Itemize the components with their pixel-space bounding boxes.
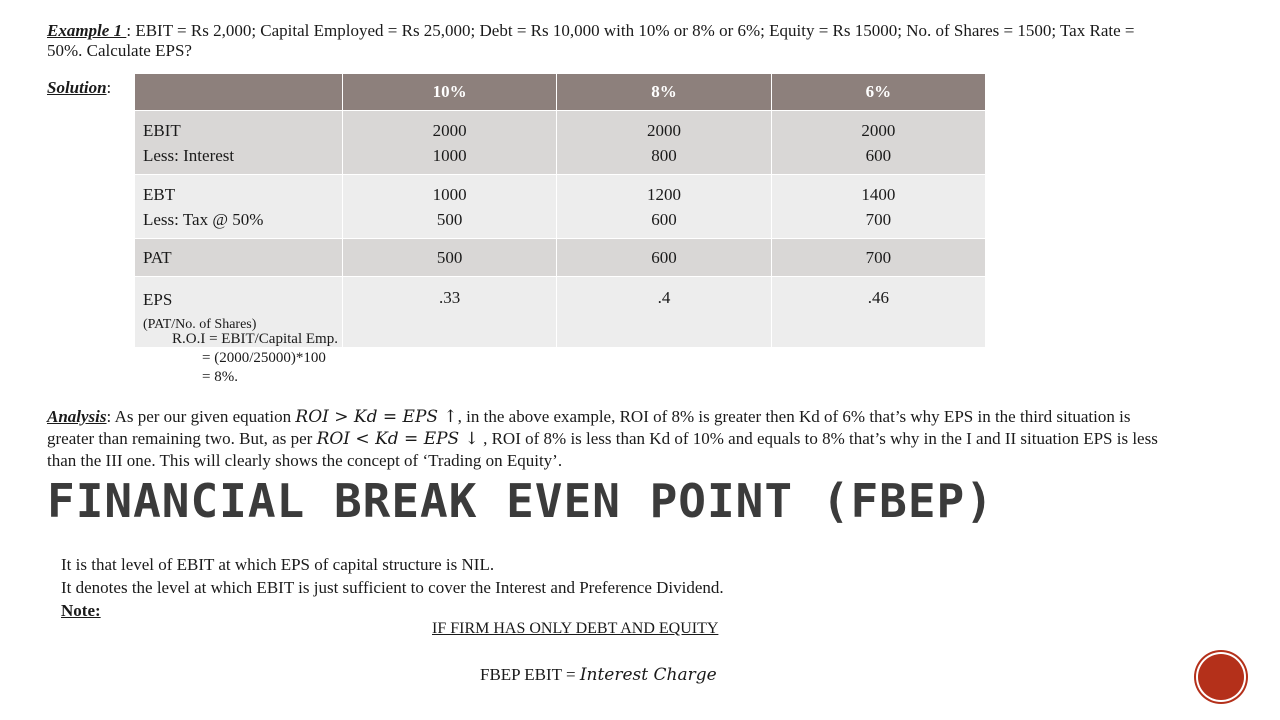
cell-value: 700	[865, 209, 892, 229]
table-cell: .4	[557, 277, 771, 348]
formula-rhs: Interest Charge	[579, 665, 717, 685]
definition-text	[61, 553, 724, 622]
table-row	[135, 175, 986, 239]
formula-lhs: FBEP EBIT =	[480, 665, 580, 684]
analysis-text: : As per our given equation	[106, 407, 296, 426]
cell-value: 1200	[646, 184, 681, 204]
roi-calculation	[172, 330, 338, 387]
table-cell: .46	[771, 277, 985, 348]
cell-value: 1400	[861, 184, 896, 204]
row-label-line: EPS	[143, 290, 173, 309]
definition-line: It is that level of EBIT at which EPS of capital structure is NIL.	[61, 555, 495, 574]
cell-value: 1000	[432, 184, 467, 204]
cell-value: 2000	[432, 120, 467, 140]
fbep-formula	[480, 665, 717, 685]
note-label: Note:	[61, 601, 101, 620]
table-header-row	[135, 74, 986, 111]
cell-value: 2000	[646, 120, 681, 140]
section-heading: FINANCIAL BREAK EVEN POINT (FBEP)	[47, 474, 994, 528]
roi-line: R.O.I = EBIT/Capital Emp.	[172, 331, 338, 347]
table-cell: 700	[771, 239, 985, 277]
equation: ROI < Kd = EPS ↓	[316, 429, 479, 449]
cell-value: 600	[651, 209, 677, 229]
equation: ROI > Kd = EPS ↑	[295, 407, 458, 427]
table-cell	[557, 175, 771, 239]
analysis-label: Analysis	[47, 407, 107, 426]
header-cell-8: 8%	[557, 74, 771, 111]
definition-line: It denotes the level at which EBIT is just sufficient to cover the Interest and Preference Dividend.	[61, 578, 724, 597]
table-cell: 500	[343, 239, 557, 277]
row-label-line: (PAT/No. of Shares)	[143, 317, 257, 332]
row-label-line: EBT	[143, 184, 176, 204]
cell-value: 800	[651, 145, 677, 165]
header-cell-6: 6%	[771, 74, 985, 111]
row-label-line: Less: Interest	[143, 145, 235, 165]
row-label	[135, 175, 343, 239]
solution-label: Solution:	[47, 78, 112, 97]
cell-value: 600	[865, 145, 892, 165]
table-cell	[343, 111, 557, 175]
row-label: PAT	[135, 239, 343, 277]
analysis-text: , ROI of 8% is less than Kd of 10% and equals to 8% that’s why in the I and II situation EPS is less than the III one. This will clearly shows the concept of ‘Trading on Equity’.	[47, 429, 1158, 470]
circle-nav-button[interactable]	[1198, 654, 1244, 700]
example-statement	[47, 21, 1167, 61]
condition-heading: IF FIRM HAS ONLY DEBT AND EQUITY	[432, 620, 719, 637]
analysis-text: , in the above example, ROI of 8% is greater then Kd of 6% that’s why EPS in the third situation is greater than remaining two. But, as per	[47, 407, 1131, 448]
table-cell	[343, 175, 557, 239]
header-cell-empty	[135, 74, 343, 111]
row-label	[135, 111, 343, 175]
solution-label-text: Solution	[47, 78, 107, 97]
cell-value: 1000	[432, 145, 467, 165]
eps-table	[134, 73, 986, 348]
row-label-line: EBIT	[143, 120, 181, 140]
cell-value: 2000	[861, 120, 896, 140]
table-cell	[557, 111, 771, 175]
cell-value: 500	[436, 209, 463, 229]
table-cell	[771, 111, 985, 175]
table-row	[135, 111, 986, 175]
table-row	[135, 239, 986, 277]
example-text: : EBIT = Rs 2,000; Capital Employed = Rs 25,000; Debt = Rs 10,000 with 10% or 8% or 6%; Equity = Rs 15000; No. of Shares = 1500; Tax Rate = 50%. Calculate EPS?	[47, 21, 1135, 60]
row-label-line: Less: Tax @ 50%	[143, 209, 264, 229]
table-cell	[771, 175, 985, 239]
analysis-paragraph	[47, 406, 1177, 471]
roi-line: = 8%.	[172, 369, 238, 385]
table-cell: 600	[557, 239, 771, 277]
example-label: Example 1	[47, 21, 127, 40]
table-cell: .33	[343, 277, 557, 348]
roi-line: = (2000/25000)*100	[172, 350, 326, 366]
header-cell-10: 10%	[343, 74, 557, 111]
